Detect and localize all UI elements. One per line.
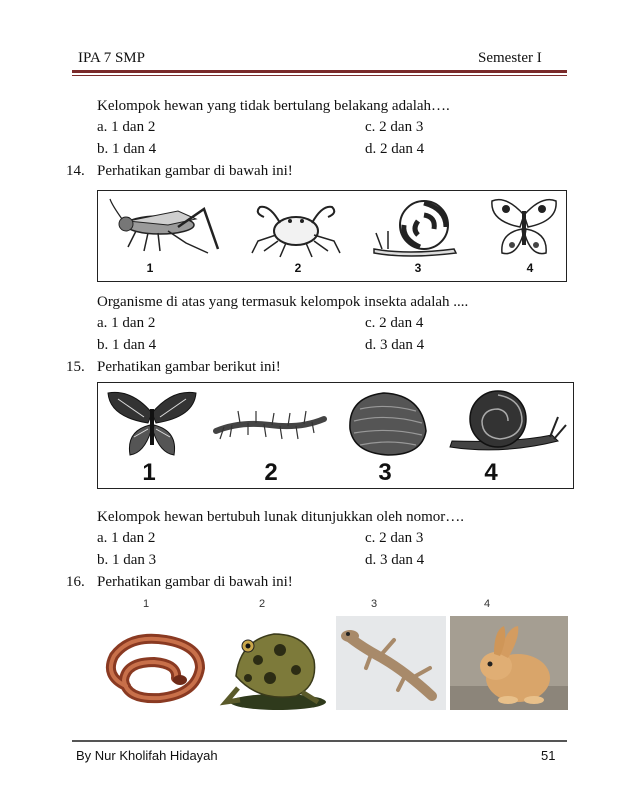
q14-option-a: a. 1 dan 2 xyxy=(97,315,156,331)
footer-rule xyxy=(72,740,567,742)
q16-label-2: 2 xyxy=(258,598,266,610)
header-rule-thin xyxy=(72,75,567,76)
q16-prompt: Perhatikan gambar di bawah ini! xyxy=(97,574,293,590)
grasshopper-icon xyxy=(108,197,223,259)
header-rule xyxy=(72,70,567,73)
q15-figure-panel xyxy=(97,382,574,489)
q14-option-c: c. 2 dan 4 xyxy=(365,315,424,331)
butterfly-icon xyxy=(104,387,200,459)
q15-option-c: c. 2 dan 3 xyxy=(365,530,424,546)
q14-label-3: 3 xyxy=(414,261,422,275)
centipede-icon xyxy=(210,399,330,449)
q14-option-d: d. 3 dan 4 xyxy=(365,337,425,353)
q16-label-1: 1 xyxy=(142,598,150,610)
q15-label-1: 1 xyxy=(142,459,156,486)
gecko-icon xyxy=(336,616,446,710)
footer-author: By Nur Kholifah Hidayah xyxy=(76,748,218,763)
q15-label-3: 3 xyxy=(378,459,392,486)
q13-option-a: a. 1 dan 2 xyxy=(97,119,156,135)
q13-option-d: d. 2 dan 4 xyxy=(365,141,425,157)
q14-option-b: b. 1 dan 4 xyxy=(97,337,157,353)
q13-option-b: b. 1 dan 4 xyxy=(97,141,157,157)
snail-icon xyxy=(442,385,570,459)
q14-label-2: 2 xyxy=(294,261,302,275)
crab-icon xyxy=(246,197,346,259)
q15-option-d: d. 3 dan 4 xyxy=(365,552,425,568)
q14-number: 14. xyxy=(66,163,85,179)
q15-stem: Kelompok hewan bertubuh lunak ditunjukkan oleh nomor…. xyxy=(97,509,465,525)
q16-label-4: 4 xyxy=(483,598,491,610)
header-semester: Semester I xyxy=(478,50,542,66)
q15-prompt: Perhatikan gambar berikut ini! xyxy=(97,359,281,375)
q15-option-a: a. 1 dan 2 xyxy=(97,530,156,546)
q16-label-3: 3 xyxy=(370,598,378,610)
q13-stem: Kelompok hewan yang tidak bertulang belakang adalah…. xyxy=(97,98,450,114)
clam-shell-icon xyxy=(342,389,432,459)
snail-icon xyxy=(368,195,468,259)
q15-option-b: b. 1 dan 3 xyxy=(97,552,157,568)
snake-icon xyxy=(96,616,218,710)
q14-prompt: Perhatikan gambar di bawah ini! xyxy=(97,163,293,179)
q14-stem: Organisme di atas yang termasuk kelompok insekta adalah .... xyxy=(97,294,469,310)
q14-figure-panel xyxy=(97,190,567,282)
header-title: IPA 7 SMP xyxy=(78,50,145,66)
q13-option-c: c. 2 dan 3 xyxy=(365,119,424,135)
q14-label-4: 4 xyxy=(526,261,534,275)
rabbit-icon xyxy=(450,616,568,710)
q15-number: 15. xyxy=(66,359,85,375)
q15-label-2: 2 xyxy=(264,459,278,486)
q15-label-4: 4 xyxy=(484,459,498,486)
q14-label-1: 1 xyxy=(146,261,154,275)
butterfly-icon xyxy=(488,193,560,261)
page-number: 51 xyxy=(541,748,556,763)
q16-number: 16. xyxy=(66,574,85,590)
frog-icon xyxy=(218,616,330,710)
